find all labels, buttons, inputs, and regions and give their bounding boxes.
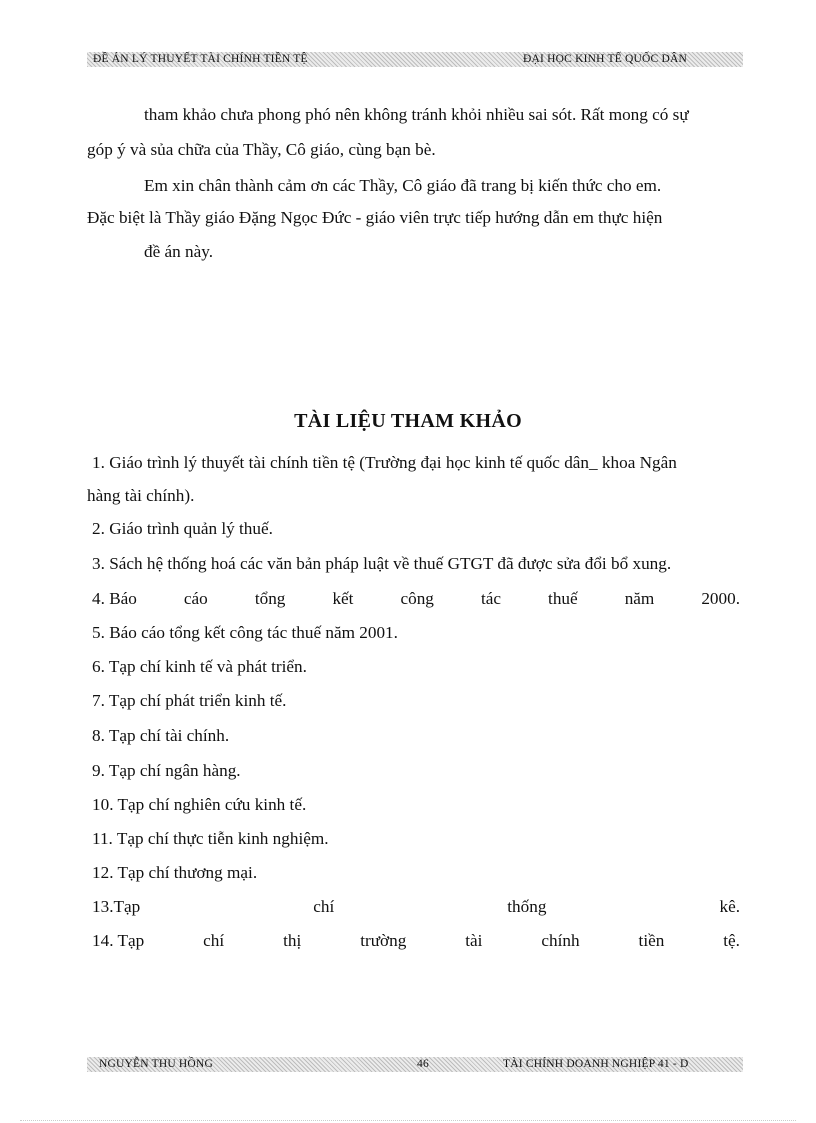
reference-item-10: 10. Tạp chí nghiên cứu kinh tế. bbox=[92, 795, 307, 814]
ref-word: kê. bbox=[719, 897, 740, 916]
ref-word: 4. Báo bbox=[92, 589, 137, 608]
ref-word: tệ. bbox=[723, 931, 740, 950]
ref-word: cáo bbox=[183, 589, 208, 608]
header-document-title: ĐỀ ÁN LÝ THUYẾT TÀI CHÍNH TIỀN TỆ bbox=[93, 53, 308, 65]
reference-item-9: 9. Tạp chí ngân hàng. bbox=[92, 761, 241, 780]
ref-word: tác bbox=[480, 589, 501, 608]
ref-word: thị bbox=[283, 931, 302, 950]
reference-item-2: 2. Giáo trình quản lý thuế. bbox=[92, 519, 273, 538]
reference-item-7: 7. Tạp chí phát triển kinh tế. bbox=[92, 691, 287, 710]
reference-item-8: 8. Tạp chí tài chính. bbox=[92, 726, 230, 745]
reference-item-6: 6. Tạp chí kinh tế và phát triển. bbox=[92, 657, 307, 676]
ref-word: 2000. bbox=[701, 589, 740, 608]
page-header bbox=[87, 52, 743, 67]
reference-item-1-cont: hàng tài chính). bbox=[87, 486, 195, 505]
ref-word: tài bbox=[465, 931, 483, 950]
body-line: góp ý và sủa chữa của Thầy, Cô giáo, cùng bạn bè. bbox=[87, 140, 436, 159]
ref-word: tiền bbox=[638, 931, 665, 950]
footer-class: TÀI CHÍNH DOANH NGHIỆP 41 - D bbox=[503, 1058, 689, 1070]
body-line: Đặc biệt là Thầy giáo Đặng Ngọc Đức - giáo viên trực tiếp hướng dẫn em thực hiện bbox=[87, 208, 663, 227]
ref-word: 14. Tạp bbox=[92, 931, 145, 950]
ref-word: thuế bbox=[548, 589, 578, 608]
reference-item-3: 3. Sách hệ thống hoá các văn bản pháp luật về thuế GTGT đã được sửa đổi bổ xung. bbox=[92, 554, 672, 573]
ref-word: công bbox=[400, 589, 434, 608]
page-bottom-divider bbox=[20, 1120, 796, 1121]
ref-word: kết bbox=[332, 589, 354, 608]
footer-author: NGUYỄN THU HỒNG bbox=[99, 1058, 213, 1070]
ref-word: chí bbox=[203, 931, 225, 950]
ref-word: thống bbox=[507, 897, 547, 916]
body-line: đề án này. bbox=[144, 242, 214, 261]
ref-word: chí bbox=[313, 897, 335, 916]
footer-page-number: 46 bbox=[417, 1058, 429, 1070]
reference-item-12: 12. Tạp chí thương mại. bbox=[92, 863, 258, 882]
header-university: ĐẠI HỌC KINH TẾ QUỐC DÂN bbox=[523, 53, 687, 65]
ref-word: trường bbox=[360, 931, 407, 950]
reference-item-13 bbox=[92, 896, 740, 918]
reference-item-4 bbox=[92, 588, 740, 610]
body-line: Em xin chân thành cảm ơn các Thầy, Cô giáo đã trang bị kiến thức cho em. bbox=[144, 176, 662, 195]
ref-word: chính bbox=[541, 931, 580, 950]
reference-item-11: 11. Tạp chí thực tiễn kinh nghiệm. bbox=[92, 829, 329, 848]
ref-word: năm bbox=[624, 589, 655, 608]
reference-item-14 bbox=[92, 930, 740, 952]
reference-item-1: 1. Giáo trình lý thuyết tài chính tiền tệ (Trường đại học kinh tế quốc dân_ khoa Ngân bbox=[92, 453, 677, 472]
reference-item-5: 5. Báo cáo tổng kết công tác thuế năm 2001. bbox=[92, 623, 398, 642]
body-line: tham khảo chưa phong phó nên không tránh khỏi nhiều sai sót. Rất mong có sự bbox=[144, 105, 689, 124]
page-footer bbox=[87, 1057, 743, 1072]
ref-word: tổng bbox=[254, 589, 286, 608]
references-title: TÀI LIỆU THAM KHẢO bbox=[294, 410, 522, 432]
ref-word: 13.Tạp bbox=[92, 897, 141, 916]
